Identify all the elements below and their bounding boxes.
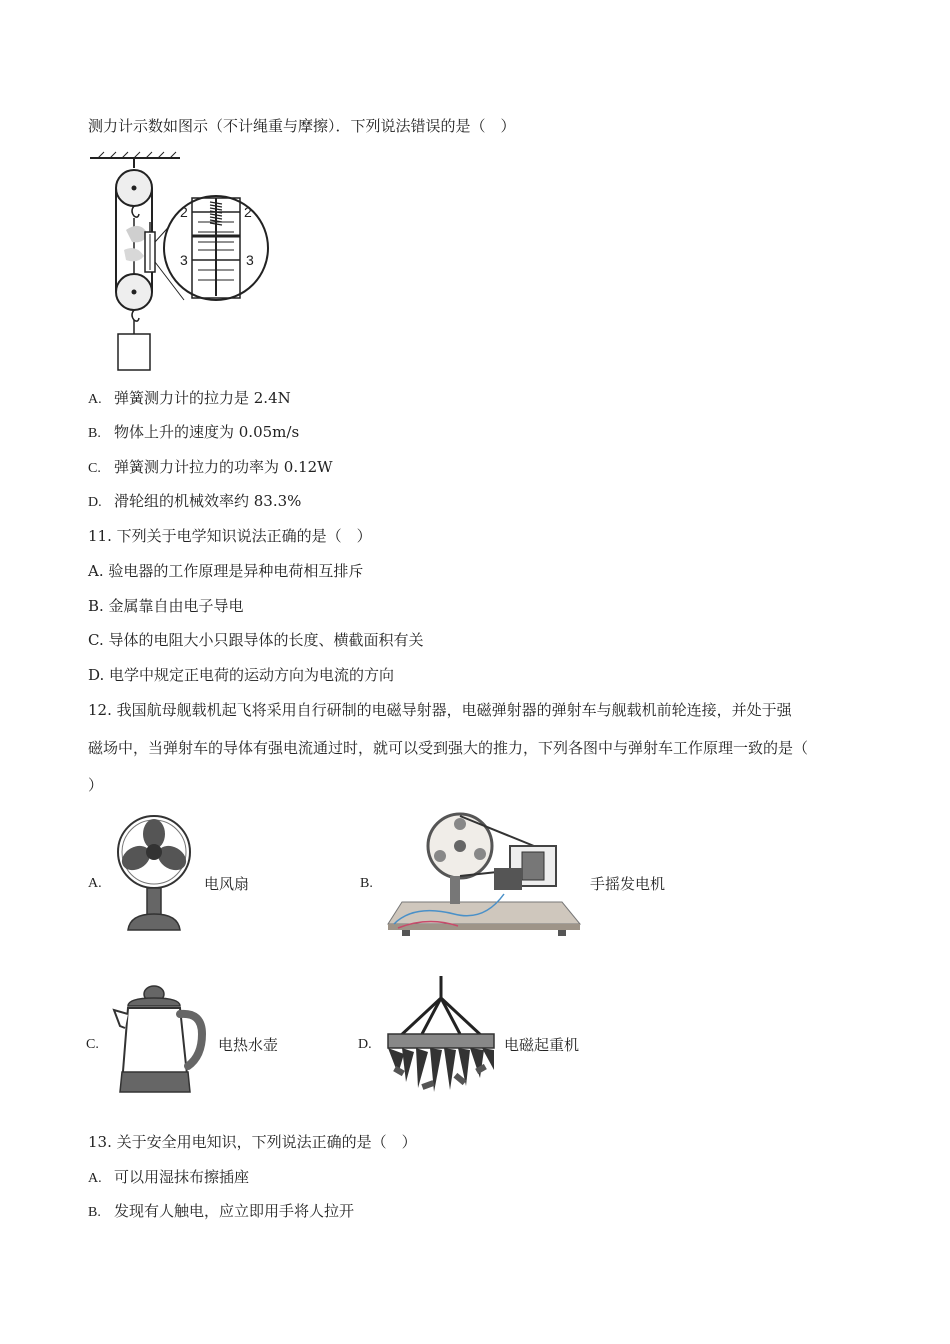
q12-choice-b-label: B.	[360, 876, 373, 891]
hand-crank-generator-icon	[384, 806, 584, 944]
question-13-stem: 13. 关于安全用电知识，下列说法正确的是（ ）	[88, 1133, 417, 1151]
question-12-stem-line-3: ）	[88, 776, 104, 794]
question-12-stem-line-1: 12. 我国航母舰载机起飞将采用自行研制的电磁导射器，电磁弹射器的弹射车与舰载机前轮连接，并处于强	[88, 701, 792, 719]
scale-label-3-right: 3	[246, 252, 254, 268]
q11-option-a: A. 验电器的工作原理是异种电荷相互排斥	[88, 562, 364, 580]
q11-option-d: D. 电学中规定正电荷的运动方向为电流的方向	[88, 666, 395, 684]
question-11-stem: 11. 下列关于电学知识说法正确的是（ ）	[88, 527, 372, 545]
q12-choice-c-label: C.	[86, 1037, 99, 1052]
q10-option-c: C. 弹簧测力计拉力的功率为 0.12W	[88, 458, 333, 476]
q12-choice-d-label: D.	[358, 1037, 372, 1052]
q10-option-b: B. 物体上升的速度为 0.05m/s	[88, 423, 300, 441]
q12-choice-a-label: A.	[88, 876, 102, 891]
scale-label-2-left: 2	[180, 204, 188, 220]
electric-fan-icon	[114, 812, 196, 940]
pulley-system-figure	[88, 150, 278, 375]
electromagnetic-crane-icon	[382, 972, 500, 1102]
scale-label-2-right: 2	[244, 204, 252, 220]
scale-label-3-left: 3	[180, 252, 188, 268]
question-10-intro: 测力计示数如图示（不计绳重与摩擦）．下列说法错误的是（ ）	[88, 117, 516, 135]
q11-option-b: B. 金属靠自由电子导电	[88, 597, 244, 615]
q12-choice-b-caption: 手摇发电机	[590, 875, 666, 893]
q10-option-a: A. 弹簧测力计的拉力是 2.4N	[88, 389, 291, 407]
q12-choice-d-caption: 电磁起重机	[504, 1036, 580, 1054]
q10-option-d: D. 滑轮组的机械效率约 83.3%	[88, 492, 302, 510]
q13-option-b: B. 发现有人触电，应立即用手将人拉开	[88, 1202, 355, 1220]
q12-choice-a-caption: 电风扇	[204, 875, 250, 893]
q11-option-c: C. 导体的电阻大小只跟导体的长度、横截面积有关	[88, 631, 424, 649]
q12-choice-c-caption: 电热水壶	[218, 1036, 279, 1054]
q13-option-a: A. 可以用湿抹布擦插座	[88, 1168, 250, 1186]
question-12-stem-line-2: 磁场中，当弹射车的导体有强电流通过时，就可以受到强大的推力，下列各图中与弹射车工作原理一致的是（	[88, 739, 809, 757]
electric-kettle-icon	[112, 980, 212, 1098]
